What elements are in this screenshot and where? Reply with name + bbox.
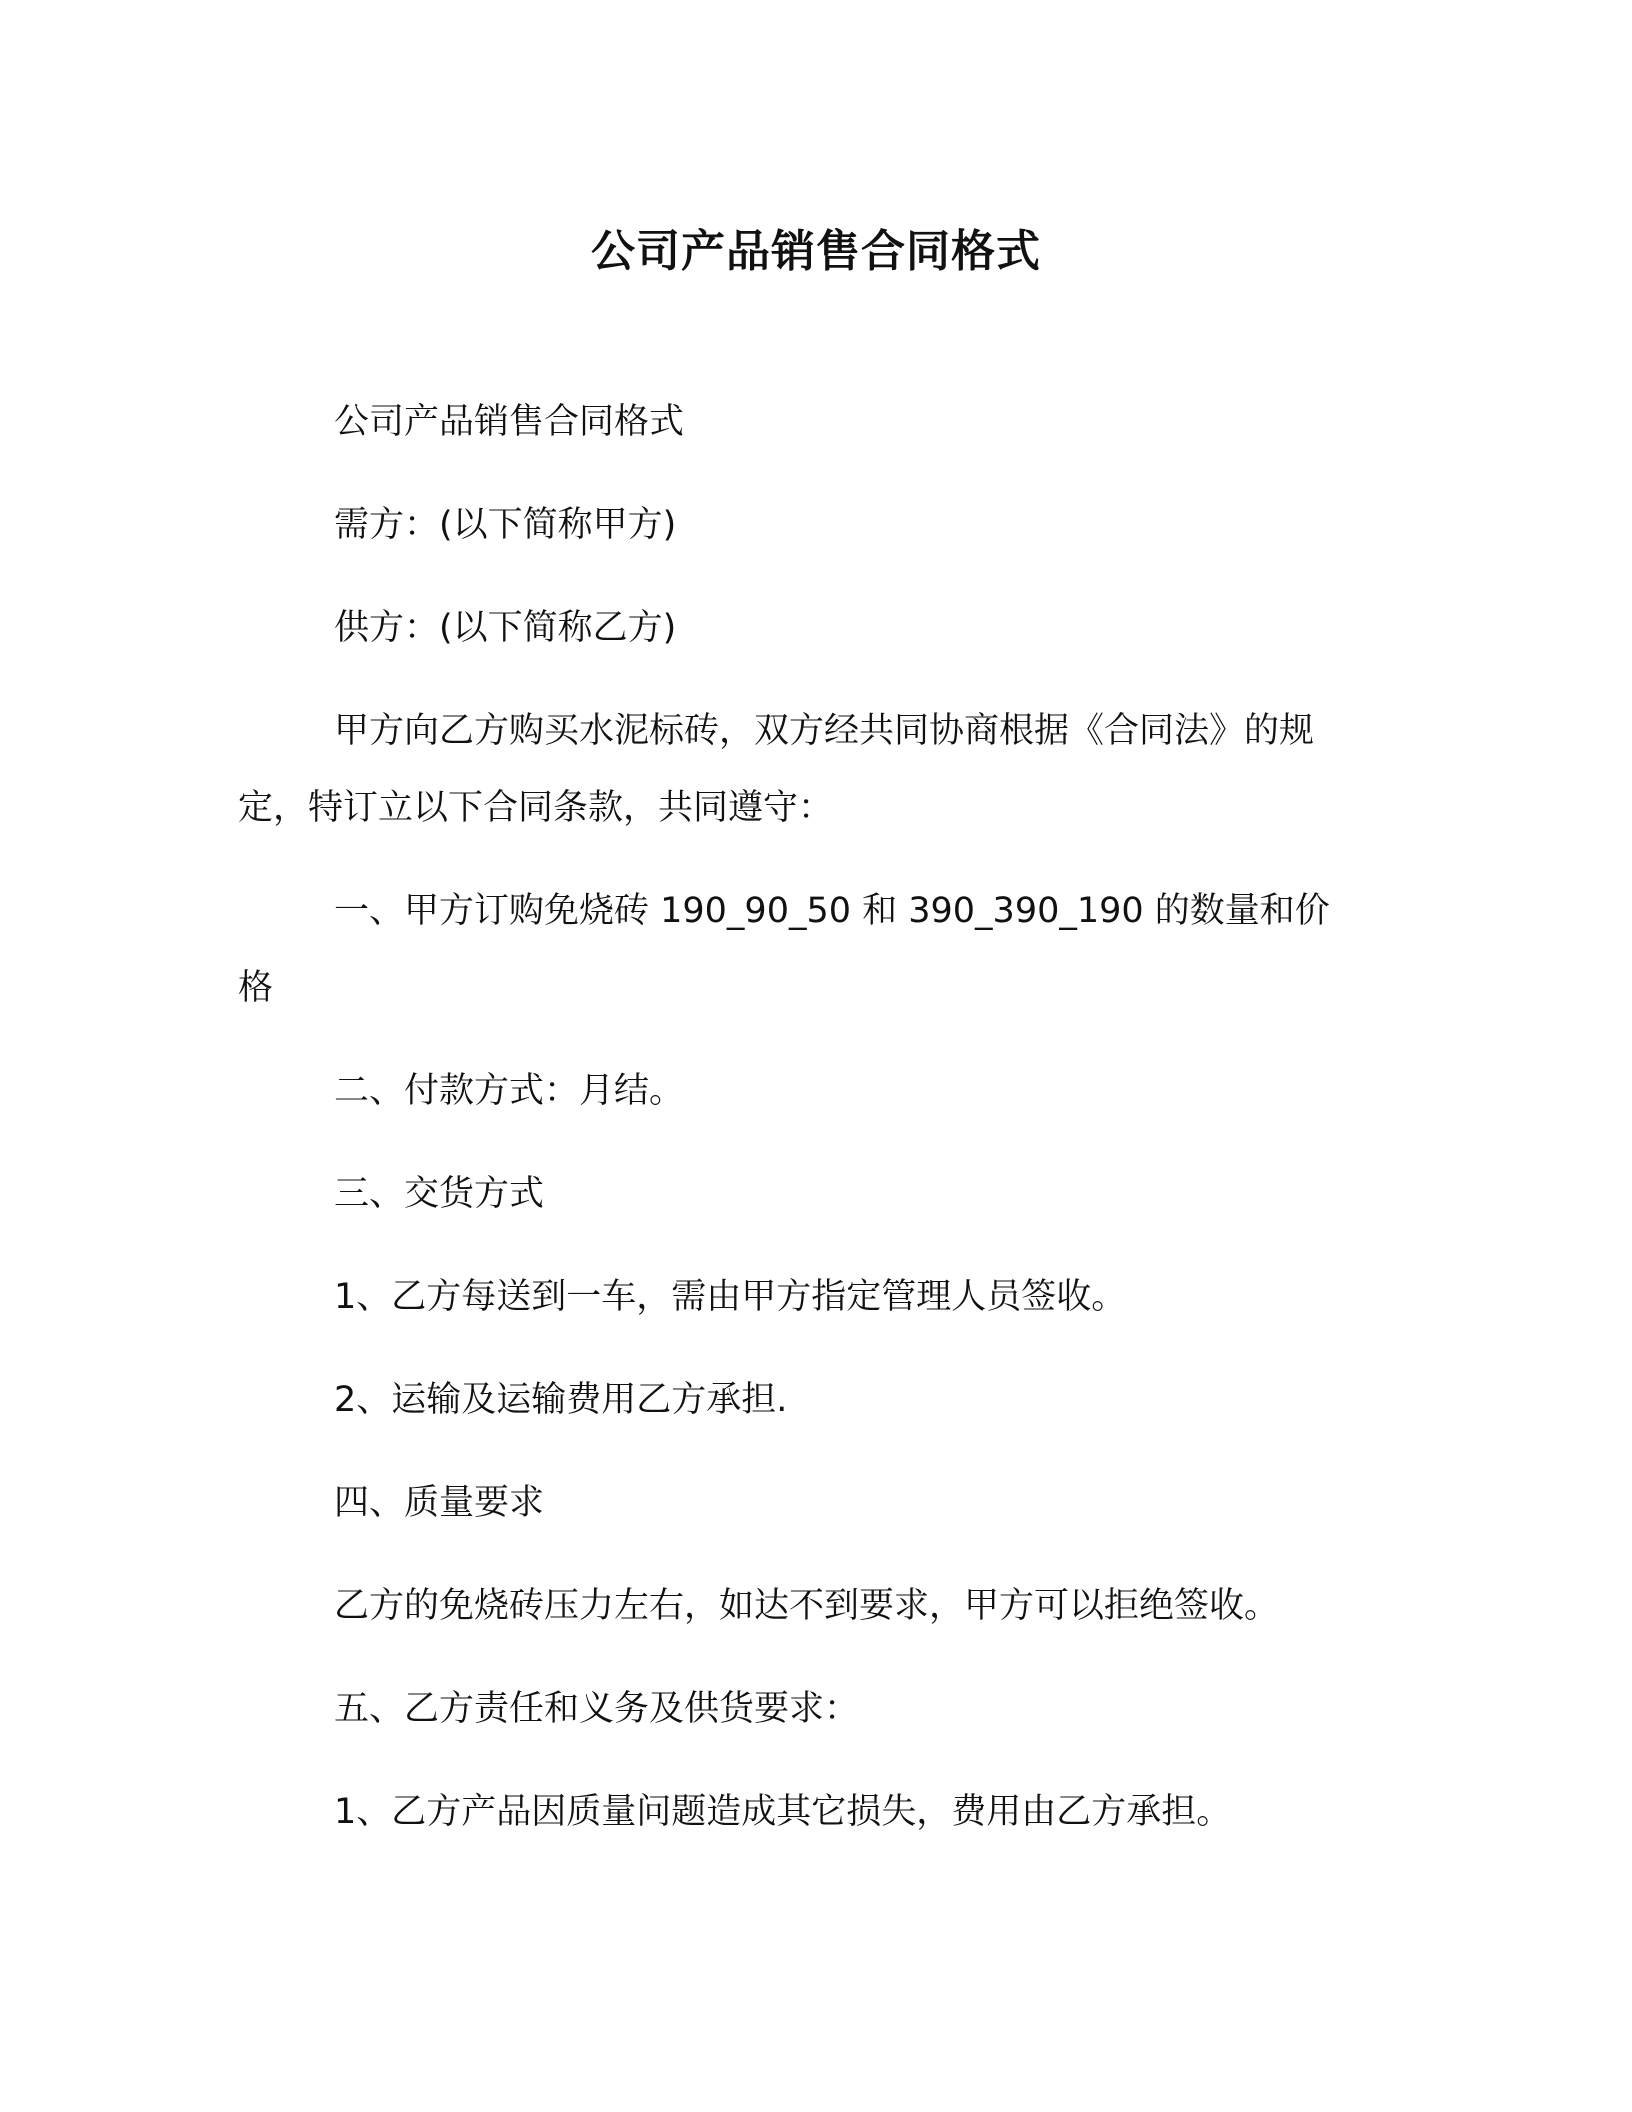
clause-3-item-2: 2、运输及运输费用乙方承担. [334, 1380, 788, 1420]
clause-2: 二、付款方式：月结。 [334, 1071, 685, 1111]
preamble-line-1: 甲方向乙方购买水泥标砖，双方经共同协商根据《合同法》的规 [334, 711, 1315, 751]
clause-5-item-1: 1、乙方产品因质量问题造成其它损失，费用由乙方承担。 [334, 1792, 1232, 1832]
clause-3-item-1: 1、乙方每送到一车，需由甲方指定管理人员签收。 [334, 1277, 1127, 1317]
clause-4-body: 乙方的免烧砖压力左右，如达不到要求，甲方可以拒绝签收。 [334, 1586, 1280, 1626]
seller-line: 供方：(以下简称乙方) [334, 608, 677, 648]
clause-4-heading: 四、质量要求 [334, 1483, 545, 1523]
clause-1-line-1: 一、甲方订购免烧砖 190_90_50 和 390_390_190 的数量和价 [334, 891, 1330, 931]
clause-3-heading: 三、交货方式 [334, 1174, 545, 1214]
document-title: 公司产品销售合同格式 [591, 226, 1041, 277]
clause-1-line-2: 格 [238, 968, 274, 1008]
clause-5-heading: 五、乙方责任和义务及供货要求： [334, 1689, 860, 1729]
heading-line: 公司产品销售合同格式 [334, 402, 685, 442]
preamble-line-2: 定，特订立以下合同条款，共同遵守： [238, 788, 834, 828]
buyer-line: 需方：(以下简称甲方) [334, 505, 677, 545]
